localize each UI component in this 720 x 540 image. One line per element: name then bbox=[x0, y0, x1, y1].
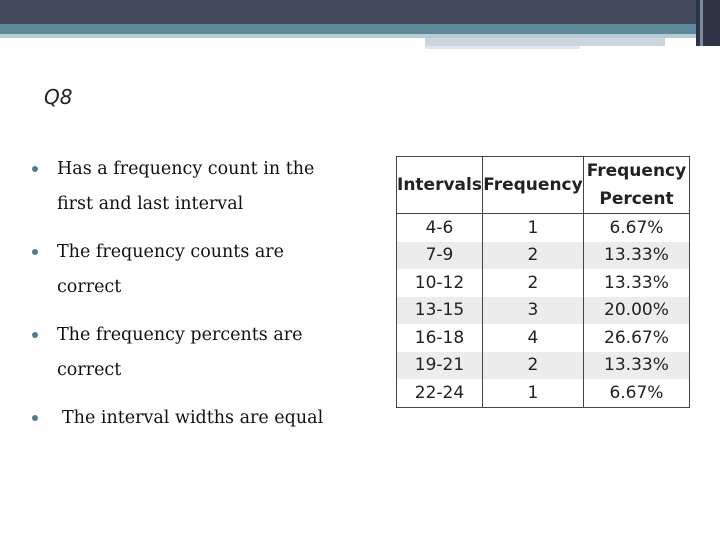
header-corner-line bbox=[700, 0, 703, 46]
bullet-item bbox=[28, 235, 388, 305]
bullet-text: Has a frequency count in the bbox=[57, 159, 315, 179]
bullet-item bbox=[28, 401, 388, 436]
bullet-text: correct bbox=[57, 360, 122, 380]
bullet-list bbox=[28, 152, 388, 449]
bullet-item bbox=[28, 152, 388, 222]
cell-interval: 13-15 bbox=[397, 297, 483, 325]
cell-frequency: 2 bbox=[482, 352, 583, 380]
cell-percent: 13.33% bbox=[583, 269, 689, 297]
cell-frequency: 1 bbox=[482, 379, 583, 407]
bullet-dot bbox=[32, 249, 38, 255]
header-accent bbox=[425, 38, 665, 46]
cell-interval: 10-12 bbox=[397, 269, 483, 297]
cell-percent: 20.00% bbox=[583, 297, 689, 325]
cell-percent: 6.67% bbox=[583, 214, 689, 242]
cell-interval: 22-24 bbox=[397, 379, 483, 407]
cell-percent: 13.33% bbox=[583, 242, 689, 270]
cell-frequency: 4 bbox=[482, 324, 583, 352]
table-row bbox=[397, 242, 690, 270]
slide-title: Q8 bbox=[44, 85, 73, 109]
cell-interval: 7-9 bbox=[397, 242, 483, 270]
header-text: Percent bbox=[599, 189, 674, 209]
header-accent-thin bbox=[425, 46, 580, 49]
table-header-row bbox=[397, 157, 690, 214]
cell-frequency: 2 bbox=[482, 269, 583, 297]
table-row bbox=[397, 297, 690, 325]
bullet-dot bbox=[32, 166, 38, 172]
bullet-text: first and last interval bbox=[57, 194, 244, 214]
cell-interval: 19-21 bbox=[397, 352, 483, 380]
bullet-dot bbox=[32, 415, 38, 421]
cell-percent: 6.67% bbox=[583, 379, 689, 407]
header-frequency: Frequency bbox=[482, 157, 583, 214]
cell-frequency: 2 bbox=[482, 242, 583, 270]
table-row bbox=[397, 214, 690, 242]
table-row bbox=[397, 324, 690, 352]
bullet-text: correct bbox=[57, 277, 122, 297]
cell-frequency: 3 bbox=[482, 297, 583, 325]
header-bar bbox=[0, 0, 720, 24]
bullet-text: The interval widths are equal bbox=[62, 408, 324, 428]
table-row bbox=[397, 352, 690, 380]
header-stripe bbox=[0, 24, 720, 34]
header-frequency-percent bbox=[583, 157, 689, 214]
bullet-text: The frequency percents are bbox=[57, 325, 303, 345]
cell-interval: 16-18 bbox=[397, 324, 483, 352]
bullet-item bbox=[28, 318, 388, 388]
cell-frequency: 1 bbox=[482, 214, 583, 242]
table-row bbox=[397, 269, 690, 297]
cell-interval: 4-6 bbox=[397, 214, 483, 242]
bullet-dot bbox=[32, 332, 38, 338]
frequency-table bbox=[396, 156, 690, 408]
cell-percent: 26.67% bbox=[583, 324, 689, 352]
header-intervals: Intervals bbox=[397, 157, 483, 214]
bullet-text: The frequency counts are bbox=[57, 242, 285, 262]
table-row bbox=[397, 379, 690, 407]
header-text: Frequency bbox=[586, 161, 687, 181]
cell-percent: 13.33% bbox=[583, 352, 689, 380]
